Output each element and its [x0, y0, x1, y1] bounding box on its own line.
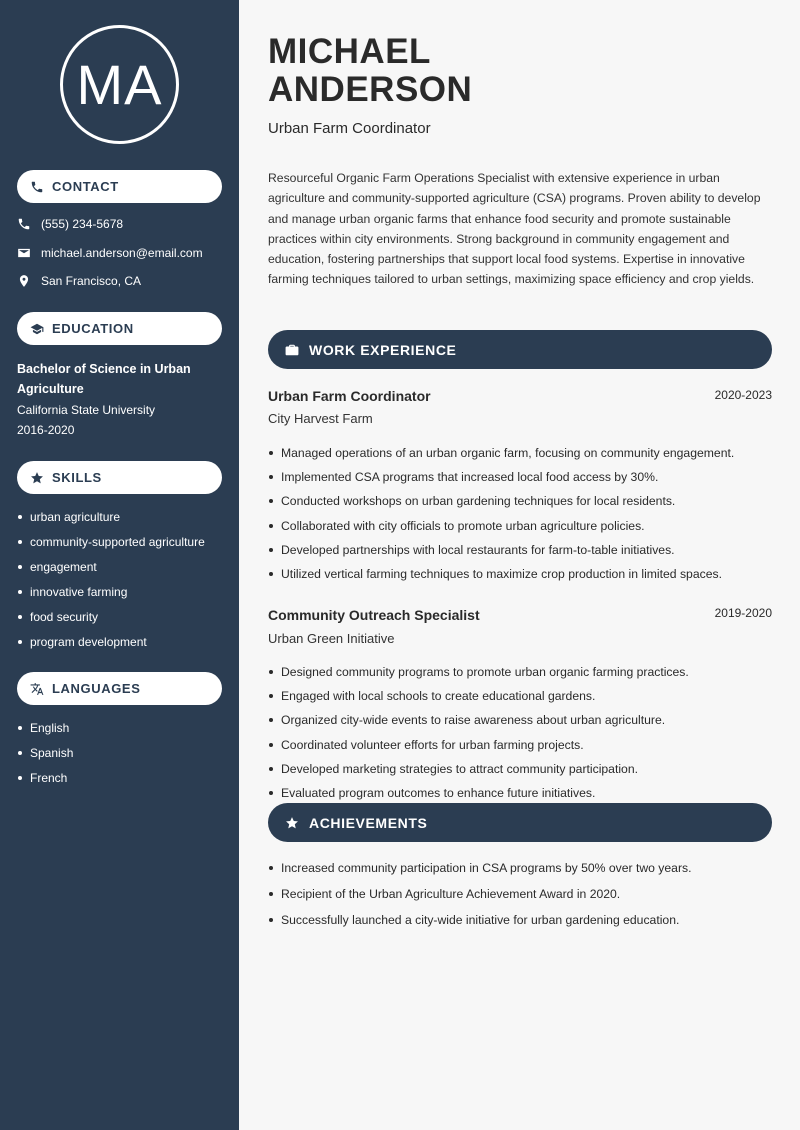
skill-item: community-supported agriculture — [17, 533, 205, 558]
work-experience-heading-label: WORK EXPERIENCE — [309, 341, 457, 358]
skill-item: innovative farming — [17, 583, 205, 608]
list-item: Evaluated program outcomes to enhance future initiatives. — [268, 784, 773, 802]
list-item: Implemented CSA programs that increased local food access by 30%. — [268, 468, 773, 486]
contact-phone-text: (555) 234-5678 — [41, 217, 124, 231]
skill-item: food security — [17, 608, 205, 633]
list-item: Successfully launched a city-wide initiative for urban gardening education. — [268, 911, 773, 929]
languages-heading — [17, 672, 222, 705]
skills-list — [17, 508, 205, 658]
achievements-heading-label: ACHIEVEMENTS — [309, 814, 428, 831]
education-degree: Bachelor of Science in Urban Agriculture — [17, 362, 191, 396]
list-item: Utilized vertical farming techniques to maximize crop production in limited spaces. — [268, 565, 773, 583]
language-item: French — [17, 769, 73, 794]
job-title: Community Outreach Specialist — [268, 607, 480, 623]
job-title: Urban Farm Coordinator — [268, 388, 431, 404]
work-experience-heading — [268, 330, 772, 369]
monogram-avatar: MA — [60, 25, 179, 144]
contact-phone[interactable] — [17, 217, 123, 231]
languages-list — [17, 719, 73, 794]
star-icon — [30, 471, 44, 485]
list-item: Coordinated volunteer efforts for urban farming projects. — [268, 736, 773, 754]
last-name: ANDERSON — [268, 70, 473, 109]
envelope-icon — [17, 246, 31, 260]
education-heading-label: EDUCATION — [52, 321, 134, 336]
list-item: Engaged with local schools to create educational gardens. — [268, 687, 773, 705]
briefcase-icon — [285, 343, 299, 357]
list-item: Collaborated with city officials to promote urban agriculture policies. — [268, 517, 773, 535]
candidate-role: Urban Farm Coordinator — [268, 120, 431, 137]
first-name: MICHAEL — [268, 32, 431, 71]
list-item: Organized city-wide events to raise awareness about urban agriculture. — [268, 711, 773, 729]
list-item: Developed marketing strategies to attract community participation. — [268, 760, 773, 778]
contact-location-text: San Francisco, CA — [41, 274, 142, 288]
list-item: Managed operations of an urban organic farm, focusing on community engagement. — [268, 444, 773, 462]
list-item: Conducted workshops on urban gardening techniques for local residents. — [268, 492, 773, 510]
list-item: Developed partnerships with local restaurants for farm-to-table initiatives. — [268, 541, 773, 559]
graduation-cap-icon — [30, 322, 44, 336]
skills-heading-label: SKILLS — [52, 470, 102, 485]
list-item: Designed community programs to promote urban organic farming practices. — [268, 663, 773, 681]
job-bullets — [268, 663, 773, 802]
list-item: Recipient of the Urban Agriculture Achievement Award in 2020. — [268, 885, 773, 903]
achievements-heading — [268, 803, 772, 842]
phone-icon — [17, 217, 31, 231]
translate-icon — [30, 682, 44, 696]
education-years: 2016-2020 — [17, 423, 75, 437]
list-item: Increased community participation in CSA programs by 50% over two years. — [268, 859, 773, 877]
education-school: California State University — [17, 403, 156, 417]
job-company: Urban Green Initiative — [268, 631, 395, 646]
location-pin-icon — [17, 274, 31, 288]
skill-item: engagement — [17, 558, 205, 583]
contact-location — [17, 274, 141, 288]
contact-email-text: michael.anderson@email.com — [41, 246, 203, 260]
achievements-list — [268, 859, 773, 929]
candidate-name — [268, 33, 472, 109]
job-dates: 2019-2020 — [714, 606, 772, 620]
contact-heading — [17, 170, 222, 203]
phone-icon — [30, 180, 44, 194]
language-item: English — [17, 719, 73, 744]
star-icon — [285, 816, 299, 830]
sidebar — [0, 0, 239, 1130]
job-bullets — [268, 444, 773, 583]
language-item: Spanish — [17, 744, 73, 769]
skill-item: program development — [17, 633, 205, 658]
skill-item: urban agriculture — [17, 508, 205, 533]
languages-heading-label: LANGUAGES — [52, 681, 141, 696]
job-company: City Harvest Farm — [268, 411, 373, 426]
job-dates: 2020-2023 — [714, 388, 772, 402]
profile-summary: Resourceful Organic Farm Operations Specialist with extensive experience in urban agriculture and community-supported agriculture (CSA) programs. Proven ability to develop and manage urban organic farms that enhance food security and promote sustainable practices within city environments. Strong background in community engagement and education, fostering partnerships that support local food systems. Expertise in innovative farming techniques tailored to urban settings, maximizing space efficiency and crop yields. — [268, 171, 761, 287]
contact-heading-label: CONTACT — [52, 179, 119, 194]
education-heading — [17, 312, 222, 345]
contact-email[interactable] — [17, 246, 203, 260]
skills-heading — [17, 461, 222, 494]
